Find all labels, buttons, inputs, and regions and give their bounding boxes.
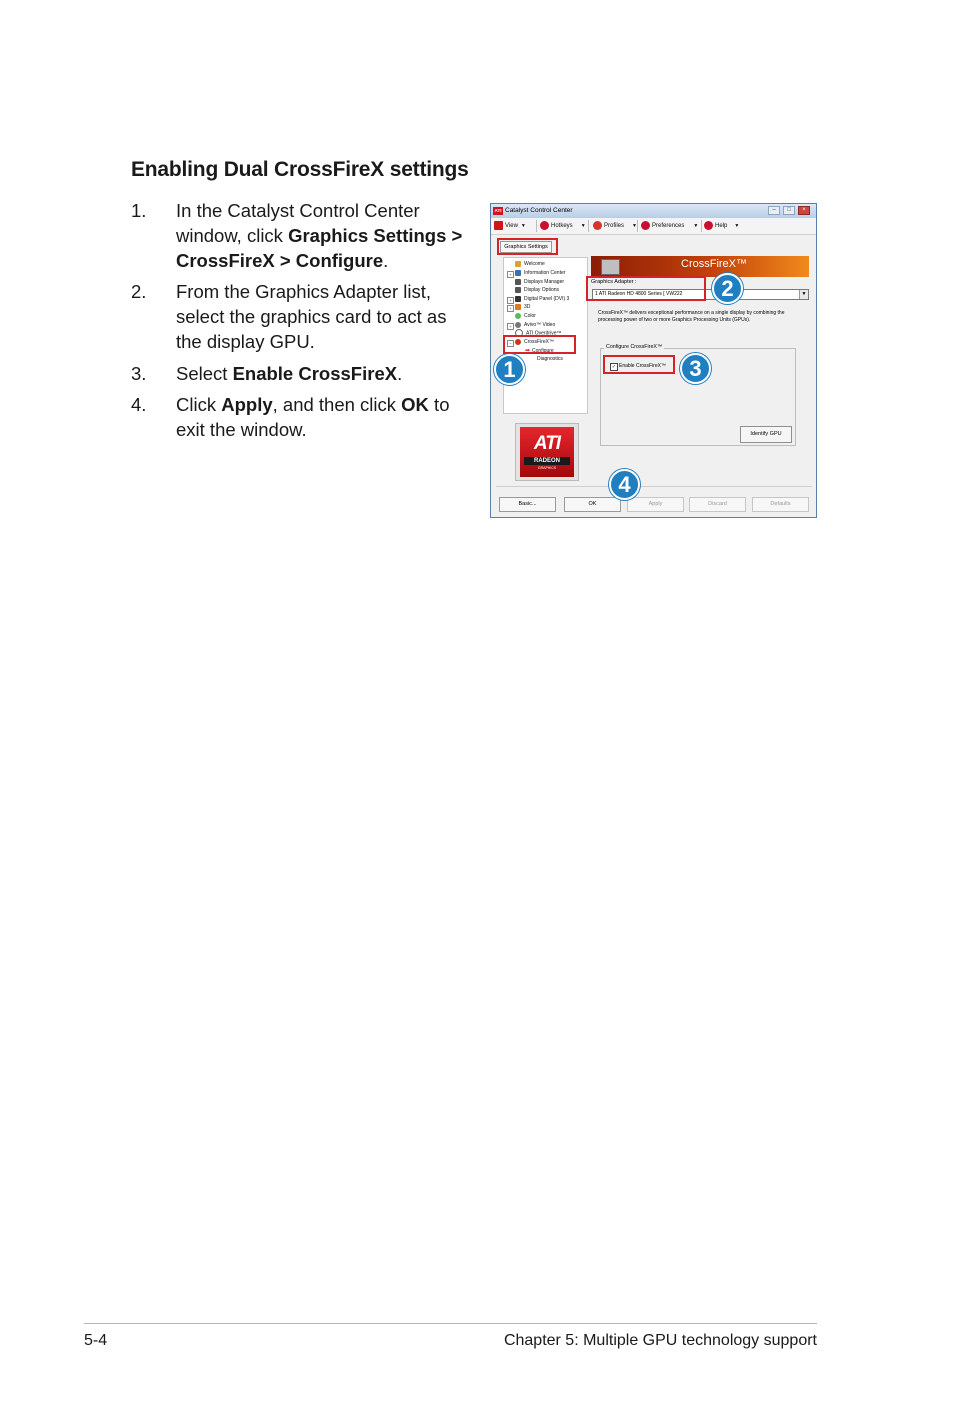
expand-icon[interactable]: + (507, 323, 514, 330)
tree-item-label: Digital Panel (DVI) 3 (524, 296, 570, 302)
tree-item-digital-panel[interactable] (515, 295, 569, 303)
welcome-icon (515, 261, 521, 267)
tree-item-label: ATI Overdrive™ (526, 330, 562, 337)
toolbar-divider (536, 220, 537, 232)
step-text-bold: Apply (221, 394, 273, 415)
expand-icon[interactable]: + (507, 297, 514, 304)
tree-item-label: Configure (532, 348, 554, 354)
basic-button[interactable]: Basic... (499, 497, 556, 512)
divider (496, 486, 812, 487)
ati-logo-icon: ATI (494, 208, 502, 213)
ok-button[interactable]: OK (564, 497, 621, 512)
crossfirex-description: CrossFireX™ delivers exceptional performance on a single display by combining the processing power of two or more Graphics Processing Units (GPUs). (598, 310, 785, 323)
apply-button[interactable]: Apply (627, 497, 684, 512)
toolbar (491, 218, 816, 235)
section-title: Enabling Dual CrossFireX settings (131, 158, 469, 181)
step-text (176, 198, 476, 273)
logo-graphics: GRAPHICS (537, 466, 557, 470)
crossfirex-banner (591, 256, 809, 277)
logo-badge (520, 427, 574, 477)
tree-item-color[interactable] (515, 312, 536, 320)
defaults-button[interactable]: Defaults (752, 497, 809, 512)
toolbar-divider (701, 220, 702, 232)
display-options-icon (515, 287, 521, 293)
callout-graphics-settings (497, 238, 558, 255)
toolbar-label: Preferences (652, 223, 685, 229)
step-marker-1: 1 (494, 354, 525, 385)
graphics-settings-button[interactable]: Graphics Settings (500, 241, 552, 253)
step-text-part: to exit the window. (176, 394, 450, 440)
configure-group-label: Configure CrossFireX™ (606, 344, 663, 350)
step-text-bold: Enable CrossFireX (232, 363, 398, 384)
view-icon (494, 221, 503, 230)
chevron-down-icon: ▼ (520, 223, 526, 229)
toolbar-view[interactable] (494, 218, 526, 234)
toolbar-label: Hotkeys (551, 223, 573, 229)
tree-item-display-options[interactable] (515, 286, 559, 294)
monitor-icon (515, 296, 521, 302)
toolbar-divider (637, 220, 638, 232)
display-icon (515, 279, 521, 285)
toolbar-divider (588, 220, 589, 232)
3d-icon (515, 304, 521, 310)
tree-item-label: Display Options (524, 287, 560, 293)
callout-enable-crossfirex (603, 355, 675, 374)
step-text (176, 361, 476, 386)
step-number: 2. (131, 281, 147, 302)
step-text-part: . (383, 250, 389, 271)
step-marker-2: 2 (712, 273, 743, 304)
toolbar-profiles[interactable] (593, 218, 637, 234)
step-text-part: , and then click (272, 394, 402, 415)
graphics-card-icon (601, 259, 620, 275)
information-icon (515, 270, 521, 276)
logo-radeon: RADEON (524, 457, 570, 465)
toolbar-help[interactable] (704, 218, 739, 234)
step-text (176, 392, 476, 442)
discard-button[interactable]: Discard (689, 497, 746, 512)
window-title: Catalyst Control Center (505, 207, 573, 214)
tree-item-label: Welcome (524, 261, 545, 267)
tree-item-label: CrossFireX™ (524, 339, 555, 345)
step-text-part: Click (176, 394, 222, 415)
maximize-icon[interactable]: □ (783, 206, 795, 215)
step-text-part: Select (176, 363, 233, 384)
step-number: 3. (131, 363, 147, 384)
callout-crossfirex-configure (503, 335, 576, 354)
chapter-title: Chapter 5: Multiple GPU technology support (503, 1332, 817, 1349)
chevron-down-icon: ▼ (693, 223, 699, 229)
banner-title: CrossFireX™ (681, 258, 748, 270)
tree-item-avivo-video[interactable] (515, 321, 555, 329)
tree-item-label: Diagnostics (537, 356, 563, 362)
tree-item-label: Avivo™ Video (524, 322, 556, 328)
step-text-bold: Graphics Settings > CrossFireX > Configure (176, 225, 463, 271)
help-icon (704, 221, 713, 230)
tree-item-welcome[interactable] (515, 260, 545, 268)
toolbar-label: Profiles (604, 223, 625, 229)
collapse-icon[interactable]: − (507, 340, 514, 347)
tree-item-diagnostics[interactable] (537, 355, 563, 363)
enable-crossfirex-label: Enable CrossFireX™ (619, 363, 666, 369)
tree-item-label: Information Center (524, 270, 566, 276)
identify-gpu-button[interactable]: Identify GPU (740, 426, 792, 443)
graphics-adapter-value: 1 ATI Radeon HD 4800 Series [ VW222 (595, 291, 683, 297)
logo-brand: ATI (533, 433, 561, 454)
step-text-bold: OK (401, 394, 429, 415)
tree-item-information-center[interactable] (515, 269, 565, 277)
step-number: 1. (131, 200, 147, 221)
tree-item-3d[interactable] (515, 303, 530, 311)
chevron-down-icon: ▼ (632, 223, 637, 229)
page-number: 5-4 (84, 1332, 108, 1349)
callout-graphics-adapter (586, 276, 706, 301)
tree-item-label: Color (524, 313, 536, 319)
step-marker-4: 4 (609, 469, 640, 500)
hotkeys-icon (540, 221, 549, 230)
video-icon (515, 322, 521, 328)
expand-icon[interactable]: + (507, 305, 514, 312)
toolbar-label: Help (715, 223, 728, 229)
catalyst-control-center-window (490, 203, 817, 518)
graphics-adapter-label: Graphics Adapter : (591, 279, 637, 285)
chevron-down-icon: ▼ (580, 223, 586, 229)
toolbar-label: View (505, 223, 518, 229)
tree-item-label: Displays Manager (524, 279, 565, 285)
step-text (176, 279, 476, 354)
chevron-down-icon[interactable]: ▼ (799, 290, 808, 299)
tree-item-label: 3D (524, 304, 531, 310)
toolbar-preferences[interactable] (641, 218, 698, 234)
window-titlebar (491, 204, 816, 218)
minimize-icon[interactable]: – (768, 206, 780, 215)
tree-item-displays-manager[interactable] (515, 278, 564, 286)
footer-rule (84, 1323, 817, 1324)
arrow-right-icon: ➡ (525, 348, 531, 354)
ati-radeon-logo (515, 423, 579, 481)
chevron-down-icon: ▼ (734, 223, 740, 229)
close-icon[interactable]: × (798, 206, 810, 215)
step-text-part: In the Catalyst Control Center window, click (176, 200, 420, 246)
step-marker-3: 3 (680, 353, 711, 384)
step-text-part: . (397, 363, 403, 384)
enable-crossfirex-checkbox[interactable]: ✓ (611, 364, 617, 370)
step-text-part: From the Graphics Adapter list, select the graphics card to act as the display GPU. (176, 281, 447, 352)
profiles-icon (593, 221, 602, 230)
preferences-icon (641, 221, 650, 230)
expand-icon[interactable]: + (507, 271, 514, 278)
color-icon (515, 313, 521, 319)
step-number: 4. (131, 394, 147, 415)
toolbar-hotkeys[interactable] (540, 218, 586, 234)
